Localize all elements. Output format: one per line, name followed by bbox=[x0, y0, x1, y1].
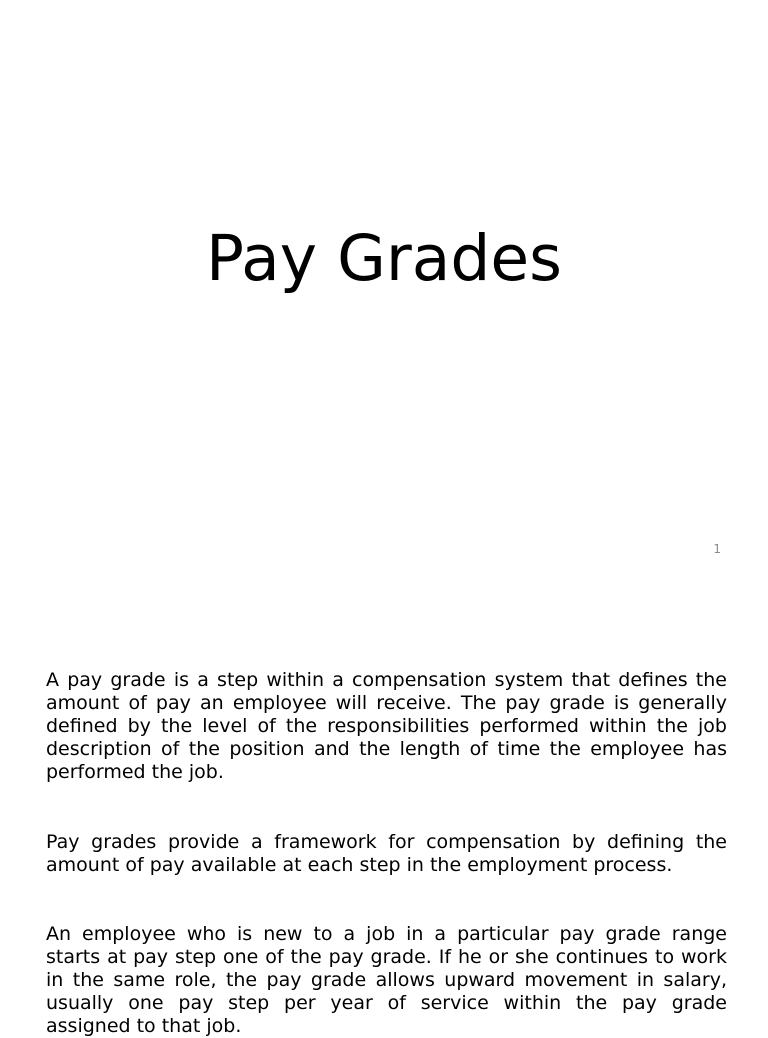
paragraph-pay-grade-definition bbox=[46, 669, 727, 784]
paragraph-line: amount of pay an employee will receive. The pay grade is generally bbox=[46, 692, 727, 714]
paragraph-line: A pay grade is a step within a compensation system that defines the bbox=[46, 669, 727, 691]
page-number: 1 bbox=[713, 542, 721, 556]
slide-title: Pay Grades bbox=[206, 222, 562, 295]
slide-body bbox=[46, 669, 727, 1038]
paragraph-line: Pay grades provide a framework for compensation by defining the bbox=[46, 831, 727, 853]
slide-2 bbox=[0, 576, 768, 1037]
paragraph-line: usually one pay step per year of service within the pay grade bbox=[46, 992, 727, 1014]
paragraph-new-employee bbox=[46, 923, 727, 1038]
paragraph-line: in the same role, the pay grade allows upward movement in salary, bbox=[46, 969, 727, 991]
paragraph-framework bbox=[46, 831, 727, 877]
paragraph-line: An employee who is new to a job in a particular pay grade range bbox=[46, 923, 727, 945]
paragraph-line: amount of pay available at each step in the employment process. bbox=[46, 854, 673, 876]
paragraph-line: defined by the level of the responsibilities performed within the job bbox=[46, 715, 727, 737]
paragraph-line: description of the position and the length of time the employee has bbox=[46, 738, 727, 760]
paragraph-line: starts at pay step one of the pay grade. If he or she continues to work bbox=[46, 946, 727, 968]
paragraph-line: performed the job. bbox=[46, 761, 224, 783]
paragraph-line: assigned to that job. bbox=[46, 1015, 242, 1037]
